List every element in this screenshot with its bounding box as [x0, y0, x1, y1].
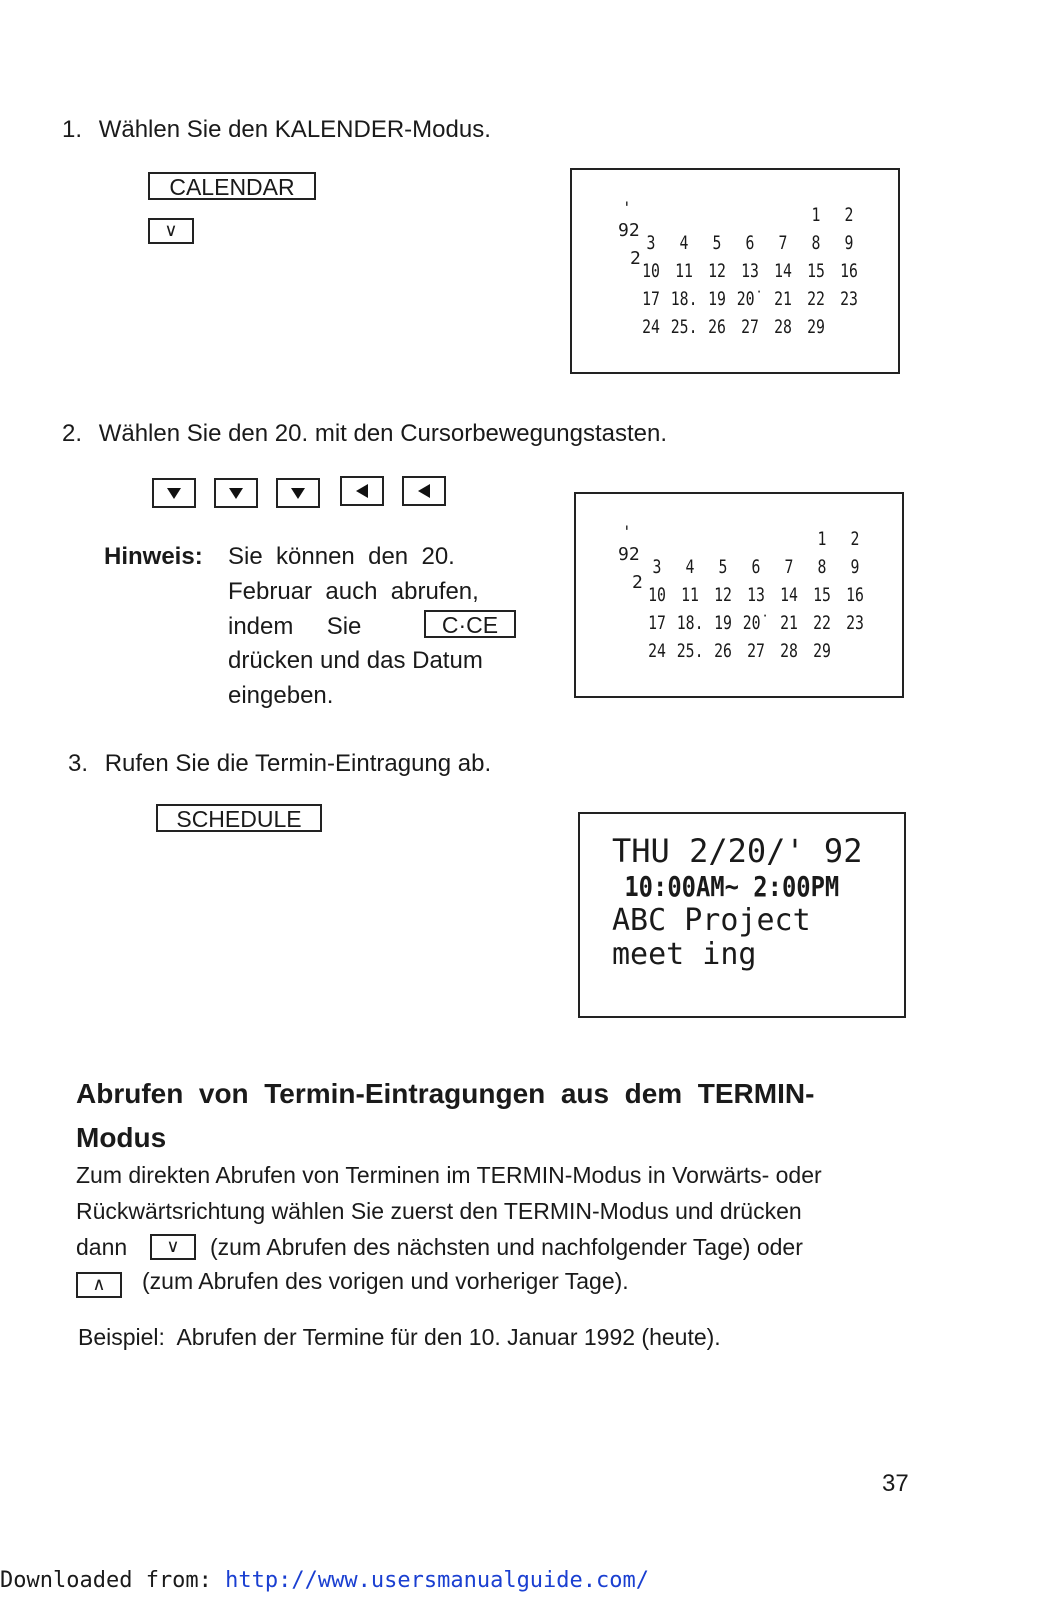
schedule-display — [578, 812, 906, 1018]
calendar-month: 2 — [630, 248, 641, 269]
calendar-day-cell: 28 — [774, 316, 792, 338]
calendar-day-cell: 3 — [646, 232, 656, 254]
calendar-day-cell: 11 — [675, 260, 693, 282]
note-line-1: Sie können den 20. — [228, 543, 455, 570]
calendar-day-cell: 26 — [714, 640, 732, 662]
calendar-day-cell: 17 — [642, 288, 660, 310]
calendar-display-cursor — [574, 492, 904, 698]
calendar-day-cell: 2 — [844, 204, 854, 226]
section-heading-line-2: Modus — [76, 1122, 167, 1153]
calendar-day-cell: 17 — [648, 612, 666, 634]
down-arrow-icon — [228, 486, 244, 500]
calendar-day-cell: 15 — [813, 584, 831, 606]
calendar-day-cell: 2 — [850, 528, 860, 550]
para-line-2: Rückwärtsrichtung wählen Sie zuerst den TERMIN-Modus und drücken — [76, 1198, 802, 1224]
calendar-day-cell: 14 — [780, 584, 798, 606]
calendar-day-cell: 25. — [676, 640, 704, 662]
calendar-day-cell: 13 — [741, 260, 759, 282]
calendar-day-cell: 4 — [679, 232, 689, 254]
schedule-date: THU 2/20/' 92 — [612, 832, 863, 870]
down-arrow-key-1[interactable] — [152, 478, 196, 508]
calendar-month: 2 — [632, 572, 643, 593]
calendar-day-cell: 26 — [708, 316, 726, 338]
para-line-3-start: dann — [76, 1234, 128, 1260]
section-heading-line-1: Abrufen von Termin-Eintragungen aus dem TERMIN- — [76, 1078, 815, 1109]
calendar-day-cell: 29 — [807, 316, 825, 338]
calendar-day-cell: 22 — [813, 612, 831, 634]
calendar-day-cell: 15 — [807, 260, 825, 282]
calendar-day-cell: 23 — [846, 612, 864, 634]
calendar-day-cell: 20˙ — [742, 612, 770, 634]
schedule-time: 10:00AM~ 2:00PM — [610, 870, 840, 903]
page-number: 37 — [882, 1470, 909, 1497]
calendar-day-cell: 16 — [840, 260, 858, 282]
calendar-day-cell: 4 — [685, 556, 695, 578]
calendar-display — [570, 168, 900, 374]
calendar-day-cell: 16 — [846, 584, 864, 606]
c-ce-key[interactable]: C·CE — [424, 610, 516, 638]
calendar-day-cell: 7 — [778, 232, 788, 254]
calendar-day-cell: 20˙ — [736, 288, 764, 310]
down-arrow-key-2[interactable] — [214, 478, 258, 508]
step-3-label: Rufen Sie die Termin-Eintragung ab. — [104, 750, 492, 777]
calendar-year-mark: ' — [622, 522, 632, 541]
calendar-day-cell: 9 — [850, 556, 860, 578]
calendar-day-cell: 6 — [751, 556, 761, 578]
calendar-day-cell: 19 — [714, 612, 732, 634]
left-arrow-key-2[interactable] — [402, 476, 446, 506]
calendar-day-cell: 1 — [817, 528, 827, 550]
para-line-3-end: (zum Abrufen des nächsten und nachfolgender Tage) oder — [210, 1234, 803, 1260]
down-key[interactable]: ∨ — [148, 218, 194, 244]
para-line-1: Zum direkten Abrufen von Terminen im TERMIN-Modus in Vorwärts- oder — [76, 1162, 822, 1188]
calendar-day-cell: 29 — [813, 640, 831, 662]
schedule-title: ABC Project — [612, 903, 811, 938]
down-arrow-icon — [166, 486, 182, 500]
calendar-day-cell: 27 — [741, 316, 759, 338]
down-arrow-icon — [290, 486, 306, 500]
calendar-day-cell: 12 — [708, 260, 726, 282]
calendar-day-cell: 6 — [745, 232, 755, 254]
calendar-day-cell: 10 — [648, 584, 666, 606]
step-1-text — [62, 116, 491, 144]
para-line-4: (zum Abrufen des vorigen und vorheriger Tage). — [142, 1268, 629, 1294]
calendar-day-cell: 5 — [712, 232, 722, 254]
calendar-day-cell: 24 — [642, 316, 660, 338]
example-text: Beispiel: Abrufen der Termine für den 10. Januar 1992 (heute). — [78, 1324, 721, 1350]
calendar-day-cell: 12 — [714, 584, 732, 606]
note-line-4: drücken und das Datum — [228, 647, 483, 674]
calendar-day-cell: 19 — [708, 288, 726, 310]
calendar-day-cell: 18. — [676, 612, 704, 634]
calendar-day-cell: 21 — [780, 612, 798, 634]
note-line-5: eingeben. — [228, 682, 334, 709]
calendar-day-cell: 13 — [747, 584, 765, 606]
left-arrow-icon — [416, 483, 432, 499]
calendar-day-cell: 18. — [670, 288, 698, 310]
schedule-key[interactable]: SCHEDULE — [156, 804, 322, 832]
calendar-year: 92 — [618, 544, 640, 565]
footer-link[interactable]: http://www.usersmanualguide.com/ — [225, 1568, 650, 1593]
step-2-number: 2. — [62, 420, 83, 447]
left-arrow-key-1[interactable] — [340, 476, 384, 506]
schedule-detail: meet ing — [612, 937, 757, 972]
calendar-day-cell: 21 — [774, 288, 792, 310]
down-arrow-key-3[interactable] — [276, 478, 320, 508]
note-line-2: Februar auch abrufen, — [228, 578, 479, 605]
calendar-day-cell: 8 — [817, 556, 827, 578]
para-down-key[interactable]: ∨ — [150, 1234, 196, 1260]
calendar-day-cell: 7 — [784, 556, 794, 578]
para-up-key[interactable]: ∧ — [76, 1272, 122, 1298]
note-label: Hinweis: — [104, 543, 203, 570]
step-1-number: 1. — [62, 116, 83, 143]
calendar-day-cell: 3 — [652, 556, 662, 578]
step-1-label: Wählen Sie den KALENDER-Modus. — [98, 116, 491, 143]
footer-label: Downloaded from: — [0, 1568, 226, 1593]
calendar-day-cell: 5 — [718, 556, 728, 578]
step-2-label: Wählen Sie den 20. mit den Cursorbewegungstasten. — [98, 420, 668, 447]
calendar-year-mark: ' — [622, 198, 632, 217]
calendar-day-cell: 11 — [681, 584, 699, 606]
calendar-day-cell: 14 — [774, 260, 792, 282]
note-line-3: indem Sie — [228, 613, 362, 640]
left-arrow-icon — [354, 483, 370, 499]
calendar-day-cell: 28 — [780, 640, 798, 662]
calendar-day-cell: 10 — [642, 260, 660, 282]
calendar-day-cell: 8 — [811, 232, 821, 254]
calendar-day-cell: 9 — [844, 232, 854, 254]
step-3-text — [68, 750, 491, 778]
calendar-day-cell: 23 — [840, 288, 858, 310]
calendar-day-cell: 25. — [670, 316, 698, 338]
calendar-day-cell: 22 — [807, 288, 825, 310]
calendar-year: 92 — [618, 220, 640, 241]
calendar-day-cell: 1 — [811, 204, 821, 226]
calendar-day-cell: 24 — [648, 640, 666, 662]
step-2-text — [62, 420, 667, 448]
step-3-number: 3. — [68, 750, 89, 777]
calendar-key[interactable]: CALENDAR — [148, 172, 316, 200]
footer — [0, 1568, 649, 1593]
calendar-day-cell: 27 — [747, 640, 765, 662]
